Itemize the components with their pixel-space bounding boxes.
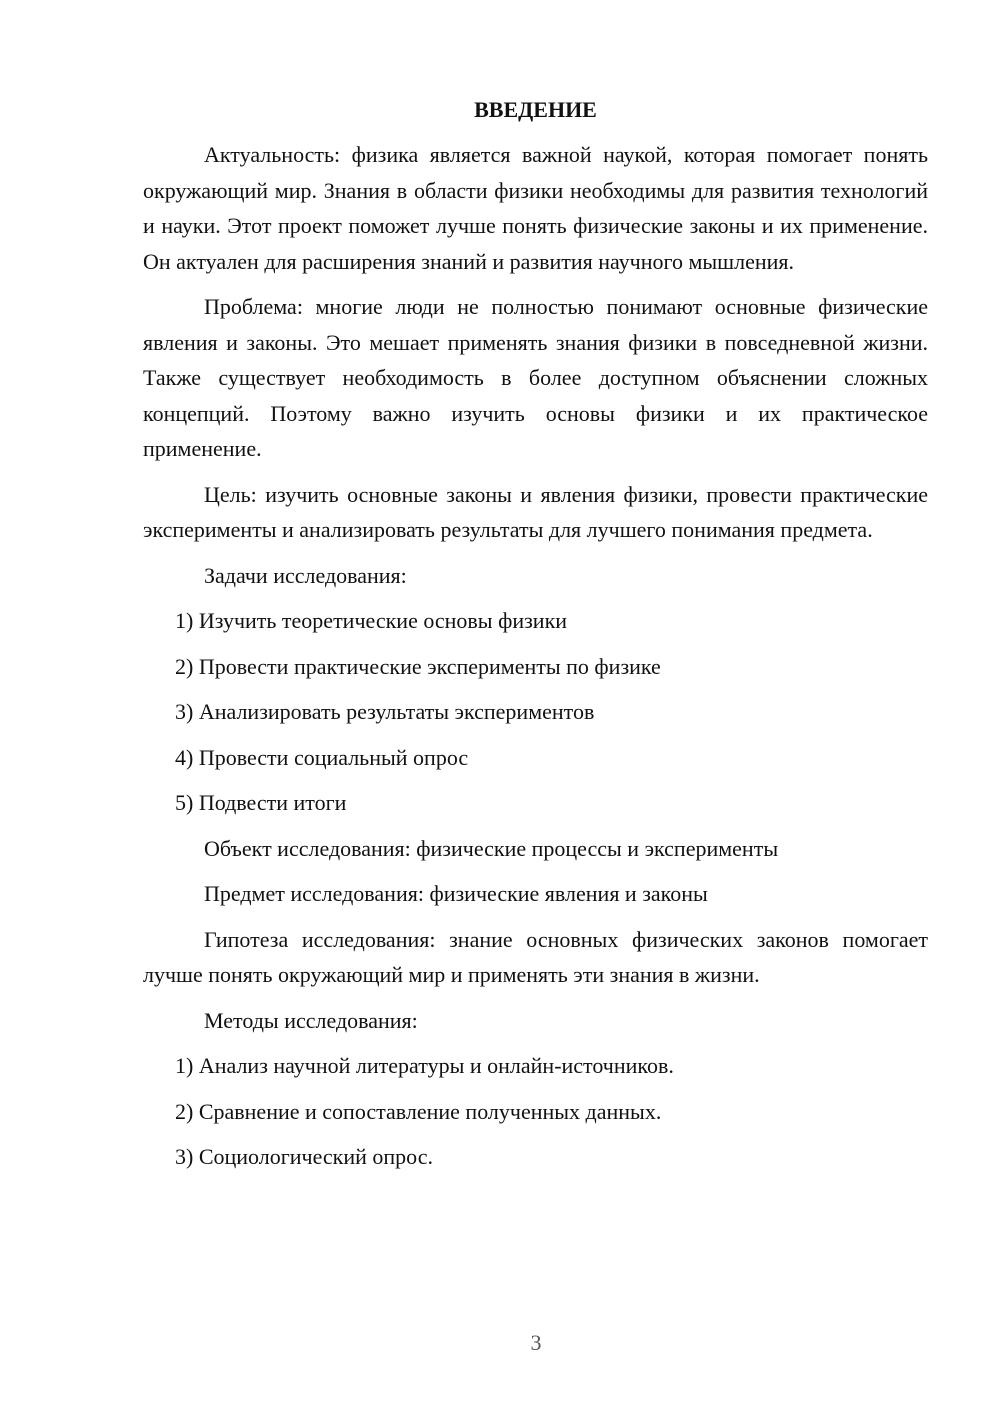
tasks-heading: Задачи исследования: (204, 562, 407, 588)
method-item: 3) Социологический опрос. (175, 1144, 433, 1169)
task-item: 3) Анализировать результаты экспериментов (175, 699, 595, 724)
task-item: 4) Провести социальный опрос (175, 744, 469, 770)
page-number: 3 (530, 1330, 542, 1355)
task-item: 2) Провести практические эксперименты по физике (175, 653, 661, 679)
methods-heading: Методы исследования: (204, 1007, 418, 1033)
methods-list (143, 1048, 928, 1175)
method-item: 2) Сравнение и сопоставление полученных данных. (175, 1098, 662, 1124)
task-item: 1) Изучить теоретические основы физики (175, 608, 568, 633)
hypothesis-paragraph: Гипотеза исследования: знание основных физических законов помогает лучше понять окружающий мир и применять эти знания в жизни. (143, 926, 928, 987)
relevance-paragraph: Актуальность: физика является важной наукой, которая помогает понять окружающий мир. Знания в области физики необходимы для развития технологий и науки. Этот проект поможет лучше понять физические законы и их применение. Он актуален для расширения знаний и развития научного мышления. (143, 142, 928, 274)
goal-paragraph: Цель: изучить основные законы и явления физики, провести практические эксперименты и анализировать результаты для лучшего понимания предмета. (143, 481, 928, 542)
subject-line: Предмет исследования: физические явления и законы (204, 881, 708, 906)
method-item: 1) Анализ научной литературы и онлайн-источников. (175, 1053, 674, 1078)
document-title: ВВЕДЕНИЕ (474, 97, 597, 122)
document-body (143, 92, 928, 1185)
problem-paragraph: Проблема: многие люди не полностью понимают основные физические явления и законы. Это мешает применять знания физики в повседневной жизни. Также существует необходимость в более доступном объяснении сложных концепций. Поэтому важно изучить основы физики и их практическое применение. (143, 294, 928, 461)
tasks-list (143, 603, 928, 821)
object-line: Объект исследования: физические процессы и эксперименты (204, 835, 779, 861)
task-item: 5) Подвести итоги (175, 790, 347, 815)
